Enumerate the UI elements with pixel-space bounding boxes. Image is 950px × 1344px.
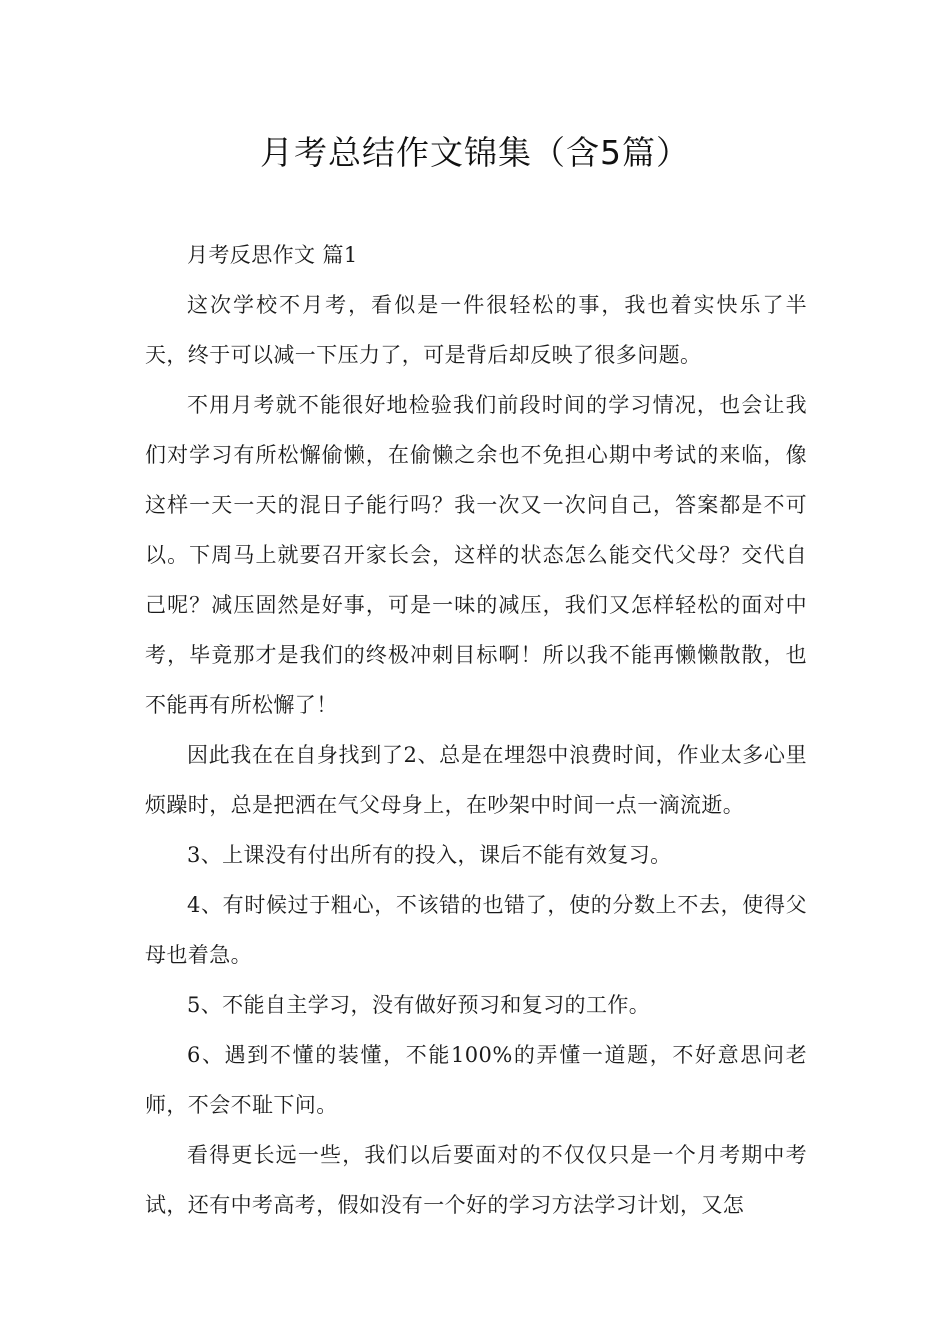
- section-heading: 月考反思作文 篇1: [187, 243, 358, 267]
- document-title: 月考总结作文锦集（含5篇）: [260, 133, 690, 172]
- paragraph: 这次学校不月考，看似是一件很轻松的事，我也着实快乐了半天，终于可以减一下压力了，可是背后却反映了很多问题。: [145, 293, 807, 367]
- paragraph: 3、上课没有付出所有的投入，课后不能有效复习。: [187, 843, 672, 867]
- paragraph: 看得更长远一些，我们以后要面对的不仅仅只是一个月考期中考试，还有中考高考，假如没有一个好的学习方法学习计划，又怎: [145, 1143, 807, 1217]
- paragraph: 不用月考就不能很好地检验我们前段时间的学习情况，也会让我们对学习有所松懈偷懒，在偷懒之余也不免担心期中考试的来临，像这样一天一天的混日子能行吗？我一次又一次问自己，答案都是不可以。下周马上就要召开家长会，这样的状态怎么能交代父母？交代自己呢？减压固然是好事，可是一味的减压，我们又怎样轻松的面对中考，毕竟那才是我们的终极冲刺目标啊！所以我不能再懒懒散散，也不能再有所松懈了！: [145, 393, 807, 717]
- document-body: [145, 230, 807, 1230]
- paragraph: 因此我在在自身找到了2、总是在埋怨中浪费时间，作业太多心里烦躁时，总是把洒在气父母身上，在吵架中时间一点一滴流逝。: [145, 743, 807, 817]
- paragraph: 4、有时候过于粗心，不该错的也错了，使的分数上不去，使得父母也着急。: [145, 893, 807, 967]
- paragraph: 5、不能自主学习，没有做好预习和复习的工作。: [187, 993, 651, 1017]
- paragraph: 6、遇到不懂的装懂，不能100%的弄懂一道题，不好意思问老师，不会不耻下问。: [145, 1043, 807, 1117]
